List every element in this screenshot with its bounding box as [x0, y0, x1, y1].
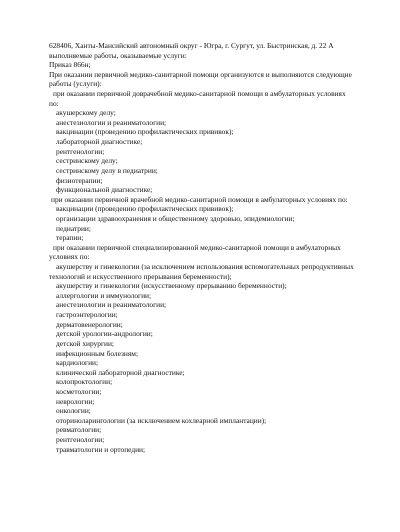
list-item: сестринскому делу; — [56, 156, 118, 166]
works-label: выполняемые работы, оказываемые услуги: — [49, 50, 187, 60]
list-item: анестезиологии и реаниматологии; — [56, 300, 167, 310]
list-item: травматологии и ортопедии; — [56, 444, 146, 454]
list-item: аллергологии и иммунологии; — [56, 290, 152, 300]
license-document — [49, 41, 394, 454]
list-item: неврологии; — [56, 396, 95, 406]
intro-text: При оказании первичной медико-санитарной помощи организуются и выполняются следующие — [49, 69, 352, 79]
list-item: акушерству и гинекологии (искусственному прерыванию беременности); — [56, 281, 287, 291]
list-item: клинической лабораторной диагностике; — [56, 367, 185, 377]
section-title: при оказании первичной специализированной медико-санитарной помощи в амбулаторных — [53, 242, 341, 252]
list-item: онкологии; — [56, 406, 91, 416]
list-item: вакцинации (проведению профилактических прививок); — [56, 204, 234, 214]
list-item: педиатрии; — [56, 223, 91, 233]
list-item: кардиологии; — [56, 358, 99, 368]
list-item: физиотерапии; — [56, 175, 103, 185]
list-item: косметологии; — [56, 386, 102, 396]
list-item: гастроэнтерологии; — [56, 310, 118, 320]
list-item: рентгенологии; — [56, 146, 105, 156]
list-item: оториноларингологии (за исключением кохлеарной имплантации); — [56, 415, 267, 425]
list-item: акушерскому делу; — [56, 108, 116, 118]
list-item: сестринскому делу в педиатрии; — [56, 165, 158, 175]
intro-text-cont: работы (услуги): — [49, 79, 102, 89]
section-title-cont: по: — [49, 98, 59, 108]
list-item: ревматологии; — [56, 425, 102, 435]
section-title: при оказании первичной доврачебной медико-санитарной помощи в амбулаторных условиях — [53, 89, 346, 99]
list-item: терапии; — [56, 233, 84, 243]
list-item-cont: технологий и искусственного прерывания беременности); — [49, 271, 232, 281]
section-title-cont: условиях по: — [49, 252, 90, 262]
list-item: рентгенологии; — [56, 434, 105, 444]
list-item: функциональной диагностике; — [56, 185, 153, 195]
list-item: колопроктологии; — [56, 377, 113, 387]
list-item: детской хирургии; — [56, 338, 114, 348]
list-item: акушерству и гинекологии (за исключением использования вспомогательных репродуктивных — [56, 262, 354, 272]
section-title: при оказании первичной врачебной медико-санитарной помощи в амбулаторных условиях по: — [51, 194, 348, 204]
list-item: анестезиологии и реаниматологии; — [56, 117, 167, 127]
address-line: 628406, Ханты-Мансийский автономный округ - Югра, г. Сургут, ул. Быстринская, д. 22 А — [49, 41, 334, 50]
list-item: дерматовенерологии; — [56, 319, 123, 329]
order-reference: Приказ 866н; — [49, 60, 91, 70]
list-item: инфекционным болезням; — [56, 348, 138, 358]
list-item: лабораторной диагностике; — [56, 137, 143, 147]
list-item: детской урологии-андрологии; — [56, 329, 153, 339]
list-item: организации здравоохранения и общественному здоровью, эпидемиологии; — [56, 213, 295, 223]
list-item: вакцинации (проведению профилактических прививок); — [56, 127, 234, 137]
